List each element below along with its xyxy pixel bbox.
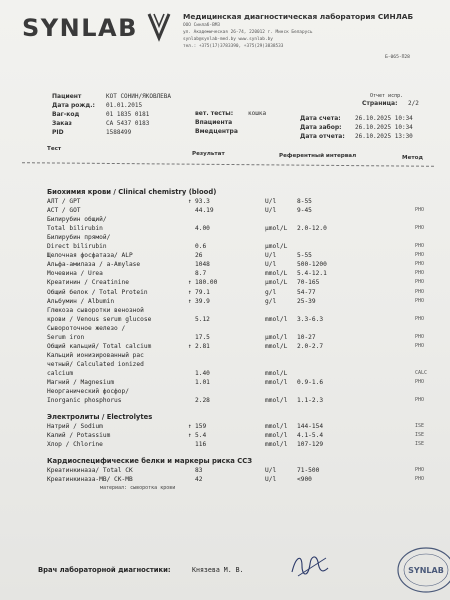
birthdate-value: 01.01.2015 [106,102,143,109]
reference-range: 2.0-2.7 [297,342,324,350]
reference-range: <900 [297,476,312,484]
reference-range: 25-39 [297,297,316,305]
test-name: calcium [47,369,74,377]
method-code: PHO [415,333,425,340]
method-code: CALC [415,369,428,376]
date-collection-label: Дата забор: [300,124,342,131]
result-row [0,423,450,432]
result-value: 1048 [195,261,210,269]
result-row [0,307,450,316]
test-name: АСТ / GOT [47,207,81,215]
result-unit: mmol/l [265,441,288,449]
patient-value: КОТ СОНИН/ЯКОВЛЕВА [106,93,172,100]
date-invoice-value: 26.10.2025 10:34 [355,115,413,122]
synlab-logo-text: SYNLAB [22,14,138,42]
section-title: Электролиты / Electrolytes [47,413,153,422]
test-name: Натрий / Sodium [47,423,103,431]
column-header-reference: Референтный интервал [279,153,357,159]
result-value: 159 [195,423,207,431]
test-name: Альбумин / Albumin [47,297,115,305]
result-unit: U/l [265,261,277,269]
method-code: PHO [415,279,425,286]
result-row [0,316,450,325]
result-row [0,343,450,352]
result-value: 1.01 [195,379,210,386]
reference-range: 144-154 [297,423,324,431]
result-value: 17.5 [195,333,210,341]
test-name: крови / Venous serum glucose [47,315,152,323]
test-name: Total bilirubin [47,225,103,233]
pid-label: PID [52,129,64,136]
test-name: АЛТ / GPT [47,198,81,205]
test-name: четный/ Calculated ionized [47,360,144,368]
test-name: Калий / Potassium [47,432,111,440]
result-row [0,467,450,476]
material-note: материал: сыворотка крови [100,485,176,492]
report-status: Отчет испр. [370,93,404,99]
abnormal-flag-icon: ↑ [188,297,192,305]
result-row [0,325,450,334]
result-unit: U/l [265,207,277,215]
header-divider [22,162,434,167]
result-value: 5.12 [195,315,210,323]
section-title: Кардиоспецифические белки и маркеры риска ССЗ [47,457,253,466]
date-report-value: 26.10.2025 13:30 [355,133,413,140]
result-unit: mmol/l [265,432,288,440]
doctor-name: Князева М. В. [192,566,244,574]
result-row [0,476,450,485]
result-unit: U/l [265,252,277,260]
page-label: Страница: [362,100,398,107]
result-row [0,388,450,397]
abnormal-flag-icon: ↑ [188,342,192,350]
result-value: 116 [195,441,207,449]
result-row [0,432,450,441]
result-row [0,243,450,252]
abnormal-flag-icon: ↑ [188,423,192,431]
birthdate-label: Дата рожд.: [52,102,95,109]
reference-range: 71-500 [297,467,320,475]
result-unit: µmol/L [265,225,288,233]
result-unit: mmol/l [265,315,288,323]
result-value: 42 [195,476,203,484]
method-code: ISE [415,432,425,439]
method-code: PHO [415,342,425,349]
method-code: PHO [415,252,425,259]
reference-range: 9-45 [297,207,312,215]
reference-range: 5.4-12.1 [297,270,327,278]
synlab-stamp [396,546,450,594]
lab-line: ООО Синлаб-ВМЗ [183,23,221,28]
result-value: 8.7 [195,270,207,278]
reference-range: 107-129 [297,441,324,449]
result-value: 39.9 [195,297,210,305]
order-label: Заказ [52,120,72,127]
result-value: 2.28 [195,397,210,405]
result-row [0,379,450,388]
document-code: Б-065-П28 [385,55,410,60]
result-unit: mmol/L [265,270,288,278]
result-row [0,216,450,225]
method-code: PHO [415,476,425,483]
result-row [0,370,450,379]
result-row [0,270,450,279]
reference-range: 70-165 [297,279,320,287]
result-row [0,441,450,450]
reference-range: 1.1-2.3 [297,397,324,405]
page-value: 2/2 [408,100,419,107]
reference-range: 4.1-5.4 [297,432,324,440]
test-name: Сывороточное железо / [47,324,126,332]
result-row [0,361,450,370]
result-unit: mmol/L [265,369,288,377]
result-value: 180.00 [195,279,218,287]
method-code: PHO [415,261,425,268]
result-row [0,225,450,234]
column-header-test: Тест [47,146,62,152]
column-header-result: Результат [192,151,225,157]
reference-range: 500-1200 [297,261,327,269]
lab-line: ул. Академическая 26-74, 220012 г. Минск Беларусь [183,30,313,35]
medcenter-ref-label: Вмедцентра [195,128,238,135]
reference-range: 8-55 [297,198,312,205]
result-unit: U/l [265,476,277,484]
method-code: PHO [415,288,425,295]
result-unit: µmol/l [265,333,288,341]
result-unit: µmol/L [265,243,288,251]
result-value: 79.1 [195,288,210,296]
lab-line: тел.: +375(17)3783390, +375(29)3838533 [183,44,284,49]
result-unit: mmol/L [265,342,288,350]
method-code: PHO [415,225,425,232]
test-name: Общий белок / Total Protein [47,288,148,296]
method-code: PHO [415,315,425,322]
result-row [0,397,450,406]
test-name: Неорганический фосфор/ [47,388,129,396]
test-name: Билирубин прямой/ [47,234,111,242]
result-unit: g/l [265,288,277,296]
abnormal-flag-icon: ↑ [188,279,192,287]
result-row [0,352,450,361]
reference-range: 2.0-12.0 [297,225,327,233]
test-name: Хлор / Chlorine [47,441,103,449]
pid-value: 1588499 [106,129,132,136]
test-name: Мочевина / Urea [47,270,103,278]
result-value: 0.6 [195,243,207,251]
patient-label: Пациент [52,93,82,100]
result-unit: U/l [265,467,277,475]
lab-title: Медицинская диагностическая лаборатория СИНЛАБ [183,12,414,21]
method-code: PHO [415,243,425,250]
column-header-method: Метод [402,155,423,161]
stamp-text: SYNLAB [408,566,444,575]
result-unit: mmol/l [265,423,288,431]
reference-range: 3.3-6.3 [297,315,324,323]
date-report-label: Дата отчета: [300,133,345,140]
result-value: 1.40 [195,369,210,377]
test-name: Общий кальций/ Total calcium [47,342,152,350]
order-value: CA 5437 0183 [106,120,150,127]
handwritten-signature [288,548,334,582]
result-row [0,279,450,288]
method-code: PHO [415,297,425,304]
result-value: 26 [195,252,203,260]
test-name: Билирубин общий/ [47,216,107,224]
vet-test-value: кошка [248,110,267,117]
date-collection-value: 26.10.2025 10:34 [355,124,413,131]
result-unit: mmol/l [265,397,288,405]
test-name: Serum iron [47,333,85,341]
method-code: PHO [415,379,425,385]
synlab-logo-icon [147,12,171,42]
result-unit: µmol/L [265,279,288,287]
test-name: Магний / Magnesium [47,379,115,386]
abnormal-flag-icon: ↑ [188,288,192,296]
test-name: Кальций ионизированный рас [47,351,144,359]
result-value: 93.3 [195,198,210,205]
result-row [0,207,450,216]
reference-range: 54-77 [297,288,316,296]
test-name: Direct bilirubin [47,243,107,251]
result-row [0,261,450,270]
vet-test-label: вет. тесты: [195,110,234,117]
section-title: Биохимия крови / Clinical chemistry (blood) [47,188,217,196]
method-code: ISE [415,423,425,430]
result-value: 83 [195,467,203,475]
result-value: 2.81 [195,342,210,350]
result-value: 4.00 [195,225,210,233]
result-value: 44.19 [195,207,214,215]
method-code: PHO [415,397,425,404]
result-unit: U/l [265,198,277,205]
method-code: PHO [415,467,425,474]
method-code: PHO [415,270,425,277]
result-row [0,198,450,207]
result-row [0,289,450,298]
result-row [0,298,450,307]
barcode-value: 01 1835 0181 [106,111,150,118]
reference-range: 0.9-1.6 [297,379,324,386]
method-code: ISE [415,441,425,448]
abnormal-flag-icon: ↑ [188,198,192,205]
result-unit: g/l [265,297,277,305]
result-row [0,334,450,343]
abnormal-flag-icon: ↑ [188,432,192,440]
test-name: Глюкоза сыворотки венозной [47,306,144,314]
reference-range: 10-27 [297,333,316,341]
lab-line: synlab@synlab-med.by www.synlab.by [183,37,273,42]
method-code: PHO [415,207,425,214]
test-name: Альфа-амилаза / a-Amylase [47,261,141,269]
test-name: Inorganic phosphorus [47,397,122,405]
test-name: Креатинкиназа-МВ/ CK-MB [47,476,133,484]
result-row [0,252,450,261]
doctor-label: Врач лабораторной диагностики: [38,566,171,574]
test-name: Креатинкиназа/ Total CK [47,467,133,475]
result-unit: mmol/l [265,379,288,386]
test-name: Щелочная фосфатаза/ ALP [47,252,133,260]
result-value: 5.4 [195,432,207,440]
test-name: Креатинин / Creatinine [47,279,129,287]
patient-ref-label: Впациента [195,119,233,126]
date-invoice-label: Дата счета: [300,115,341,122]
barcode-label: Ваг-код [52,111,80,118]
reference-range: 5-55 [297,252,312,260]
result-row [0,234,450,243]
